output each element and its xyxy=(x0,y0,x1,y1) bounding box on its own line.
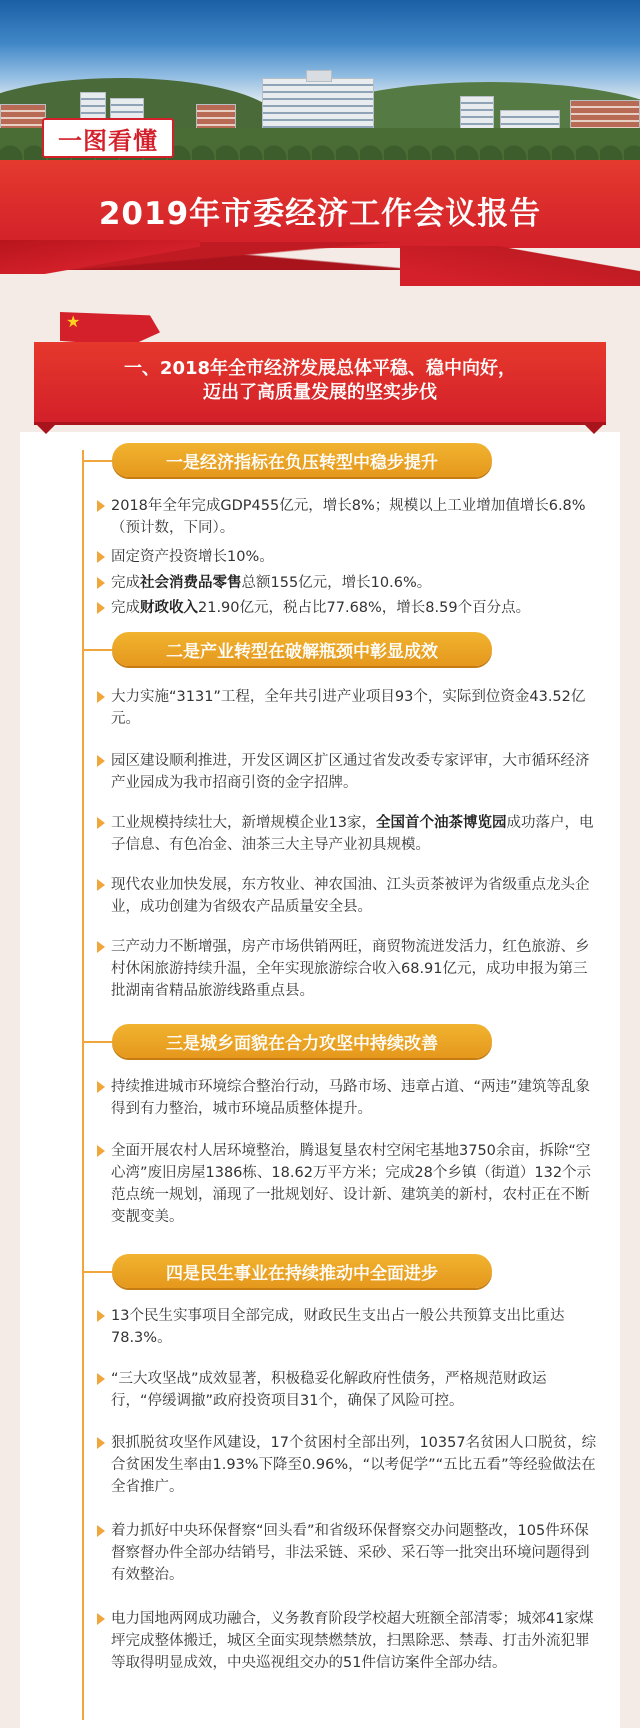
list-item: “三大攻坚战”成效显著，积极稳妥化解政府性债务，严格规范财政运行，“停缓调撤”政府投资项目31个，确保了风险可控。 xyxy=(97,1368,597,1412)
group-title-pill: 三是城乡面貌在合力攻坚中持续改善 xyxy=(112,1024,492,1058)
arrow-bullet-icon xyxy=(97,755,105,767)
ribbon-decoration-right xyxy=(400,246,640,286)
list-item: 13个民生实事项目全部完成，财政民生支出占一般公共预算支出比重达78.3%。 xyxy=(97,1305,597,1349)
arrow-bullet-icon xyxy=(97,602,105,614)
section-heading-line1: 一、2018年全市经济发展总体平稳、稳中向好， xyxy=(123,358,517,379)
list-item: 大力实施“3131”工程，全年共引进产业项目93个，实际到位资金43.52亿元。 xyxy=(97,686,597,730)
header-tag xyxy=(42,118,174,158)
header-tag-text: 一图看懂 xyxy=(58,126,158,155)
star-icon: ★ xyxy=(66,312,81,331)
group-title-pill: 二是产业转型在破解瓶颈中彰显成效 xyxy=(112,632,492,666)
arrow-bullet-icon xyxy=(97,1373,105,1385)
list-item: 完成社会消费品零售总额155亿元，增长10.6%。 xyxy=(97,572,597,594)
list-item: 电力国地两网成功融合，义务教育阶段学校超大班额全部清零；城郊41家煤坪完成整体搬迁，城区全面实现禁燃禁放，扫黑除恶、禁毒、打击外流犯罪等取得明显成效，中央巡视组交办的51件信访案件全部办结。 xyxy=(97,1608,597,1674)
arrow-bullet-icon xyxy=(97,1613,105,1625)
arrow-bullet-icon xyxy=(97,1310,105,1322)
arrow-bullet-icon xyxy=(97,1437,105,1449)
arrow-bullet-icon xyxy=(97,551,105,563)
arrow-bullet-icon xyxy=(97,879,105,891)
list-item: 着力抓好中央环保督察“回头看”和省级环保督察交办问题整改，105件环保督察督办件全部办结销号，非法采链、采砂、采石等一批突出环境问题得到有效整治。 xyxy=(97,1520,597,1586)
list-item: 持续推进城市环境综合整治行动，马路市场、违章占道、“两违”建筑等乱象得到有力整治，城市环境品质整体提升。 xyxy=(97,1076,597,1120)
group-title-pill: 一是经济指标在负压转型中稳步提升 xyxy=(112,443,492,477)
ribbon-decoration-left xyxy=(0,240,200,274)
page-title: 2019年市委经济工作会议报告 xyxy=(98,196,542,232)
list-item: 完成财政收入21.90亿元，税占比77.68%，增长8.59个百分点。 xyxy=(97,597,597,619)
list-item: 工业规模持续壮大，新增规模企业13家，全国首个油茶博览园成功落户，电子信息、有色冶金、油茶三大主导产业初具规模。 xyxy=(97,812,597,856)
arrow-bullet-icon xyxy=(97,817,105,829)
list-item: 固定资产投资增长10%。 xyxy=(97,546,597,568)
arrow-bullet-icon xyxy=(97,1145,105,1157)
list-item: 三产动力不断增强，房产市场供销两旺，商贸物流迸发活力，红色旅游、乡村休闲旅游持续升温，全年实现旅游综合收入68.91亿元，成功申报为第三批湖南省精品旅游线路重点县。 xyxy=(97,936,597,1002)
list-item: 全面开展农村人居环境整治，腾退复垦农村空闲宅基地3750余亩，拆除“空心湾”废旧房屋1386栋、18.62万平方米；完成28个乡镇（街道）132个示范点统一规划，涌现了一批规划好、设计新、建筑美的新村，农村正在不断变靓变美。 xyxy=(97,1140,597,1228)
arrow-bullet-icon xyxy=(97,577,105,589)
arrow-bullet-icon xyxy=(97,1081,105,1093)
list-item: 2018年全年完成GDP455亿元，增长8%；规模以上工业增加值增长6.8%（预计数，下同）。 xyxy=(97,495,597,539)
arrow-bullet-icon xyxy=(97,941,105,953)
list-item: 狠抓脱贫攻坚作风建设，17个贫困村全部出列，10357名贫困人口脱贫，综合贫困发生率由1.93%下降至0.96%，“以考促学”“五比五看”等经验做法在全省推广。 xyxy=(97,1432,597,1498)
arrow-bullet-icon xyxy=(97,500,105,512)
arrow-bullet-icon xyxy=(97,1525,105,1537)
arrow-bullet-icon xyxy=(97,691,105,703)
section-heading-line2: 迈出了高质量发展的坚实步伐 xyxy=(203,382,437,403)
section-heading xyxy=(34,342,606,422)
group-title-pill: 四是民生事业在持续推动中全面进步 xyxy=(112,1254,492,1288)
list-item: 现代农业加快发展，东方牧业、神农国油、江头贡茶被评为省级重点龙头企业，成功创建为省级农产品质量安全县。 xyxy=(97,874,597,918)
timeline-line xyxy=(82,450,84,1720)
list-item: 园区建设顺利推进，开发区调区扩区通过省发改委专家评审，大市循环经济产业园成为我市招商引资的金字招牌。 xyxy=(97,750,597,794)
